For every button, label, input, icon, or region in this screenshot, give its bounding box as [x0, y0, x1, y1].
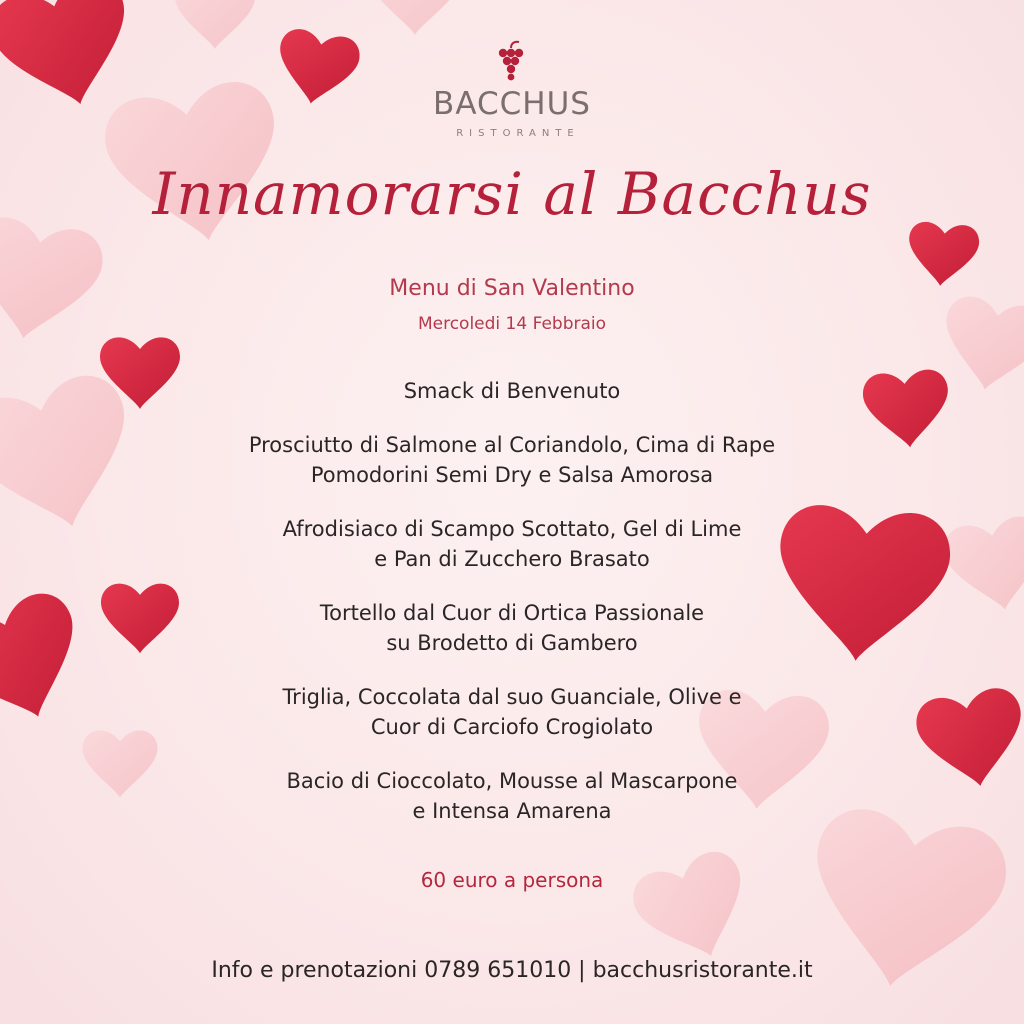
menu-subtitle: Menu di San Valentino [389, 276, 635, 301]
heart-icon [940, 513, 1024, 618]
menu-courses [170, 376, 854, 850]
course-line: Triglia, Coccolata dal suo Guanciale, Olive e [282, 685, 742, 709]
course-item [170, 430, 854, 490]
course-line: Tortello dal Cuor di Ortica Passionale [319, 601, 705, 625]
course-line: Smack di Benvenuto [403, 379, 621, 403]
event-date: Mercoledi 14 Febbraio [417, 314, 607, 334]
course-line: e Pan di Zucchero Brasato [374, 547, 650, 571]
price-per-person: 60 euro a persona [420, 868, 604, 892]
heart-icon [626, 845, 763, 975]
course-line: Cuor di Carciofo Crogiolato [370, 715, 654, 739]
course-item [170, 376, 854, 406]
course-line: Bacio di Cioccolato, Mousse al Mascarpone [286, 769, 738, 793]
heart-icon [912, 684, 1024, 795]
course-line: Pomodorini Semi Dry e Salsa Amorosa [310, 463, 714, 487]
heart-icon [365, 0, 465, 35]
contact-info: Info e prenotazioni 0789 651010 | bacchusristorante.it [211, 958, 813, 983]
grapes-icon [494, 40, 528, 82]
course-line: Afrodisiaco di Scampo Scottato, Gel di Lime [282, 517, 742, 541]
course-line: Prosciutto di Salmone al Coriandolo, Cima di Rape [248, 433, 776, 457]
heart-icon [101, 584, 179, 654]
course-item [170, 598, 854, 658]
course-item [170, 766, 854, 826]
poster-title: Innamorarsi al Bacchus [152, 160, 872, 228]
brand-subtitle: RISTORANTE [456, 128, 580, 139]
heart-icon [175, 0, 255, 49]
brand-name: BACCHUS [433, 86, 591, 122]
heart-icon [0, 585, 99, 739]
heart-icon [936, 293, 1024, 398]
heart-icon [861, 368, 952, 451]
course-item [170, 682, 854, 742]
heart-icon [83, 730, 158, 797]
course-item [170, 514, 854, 574]
course-line: e Intensa Amarena [412, 799, 612, 823]
course-line: su Brodetto di Gambero [386, 631, 638, 655]
